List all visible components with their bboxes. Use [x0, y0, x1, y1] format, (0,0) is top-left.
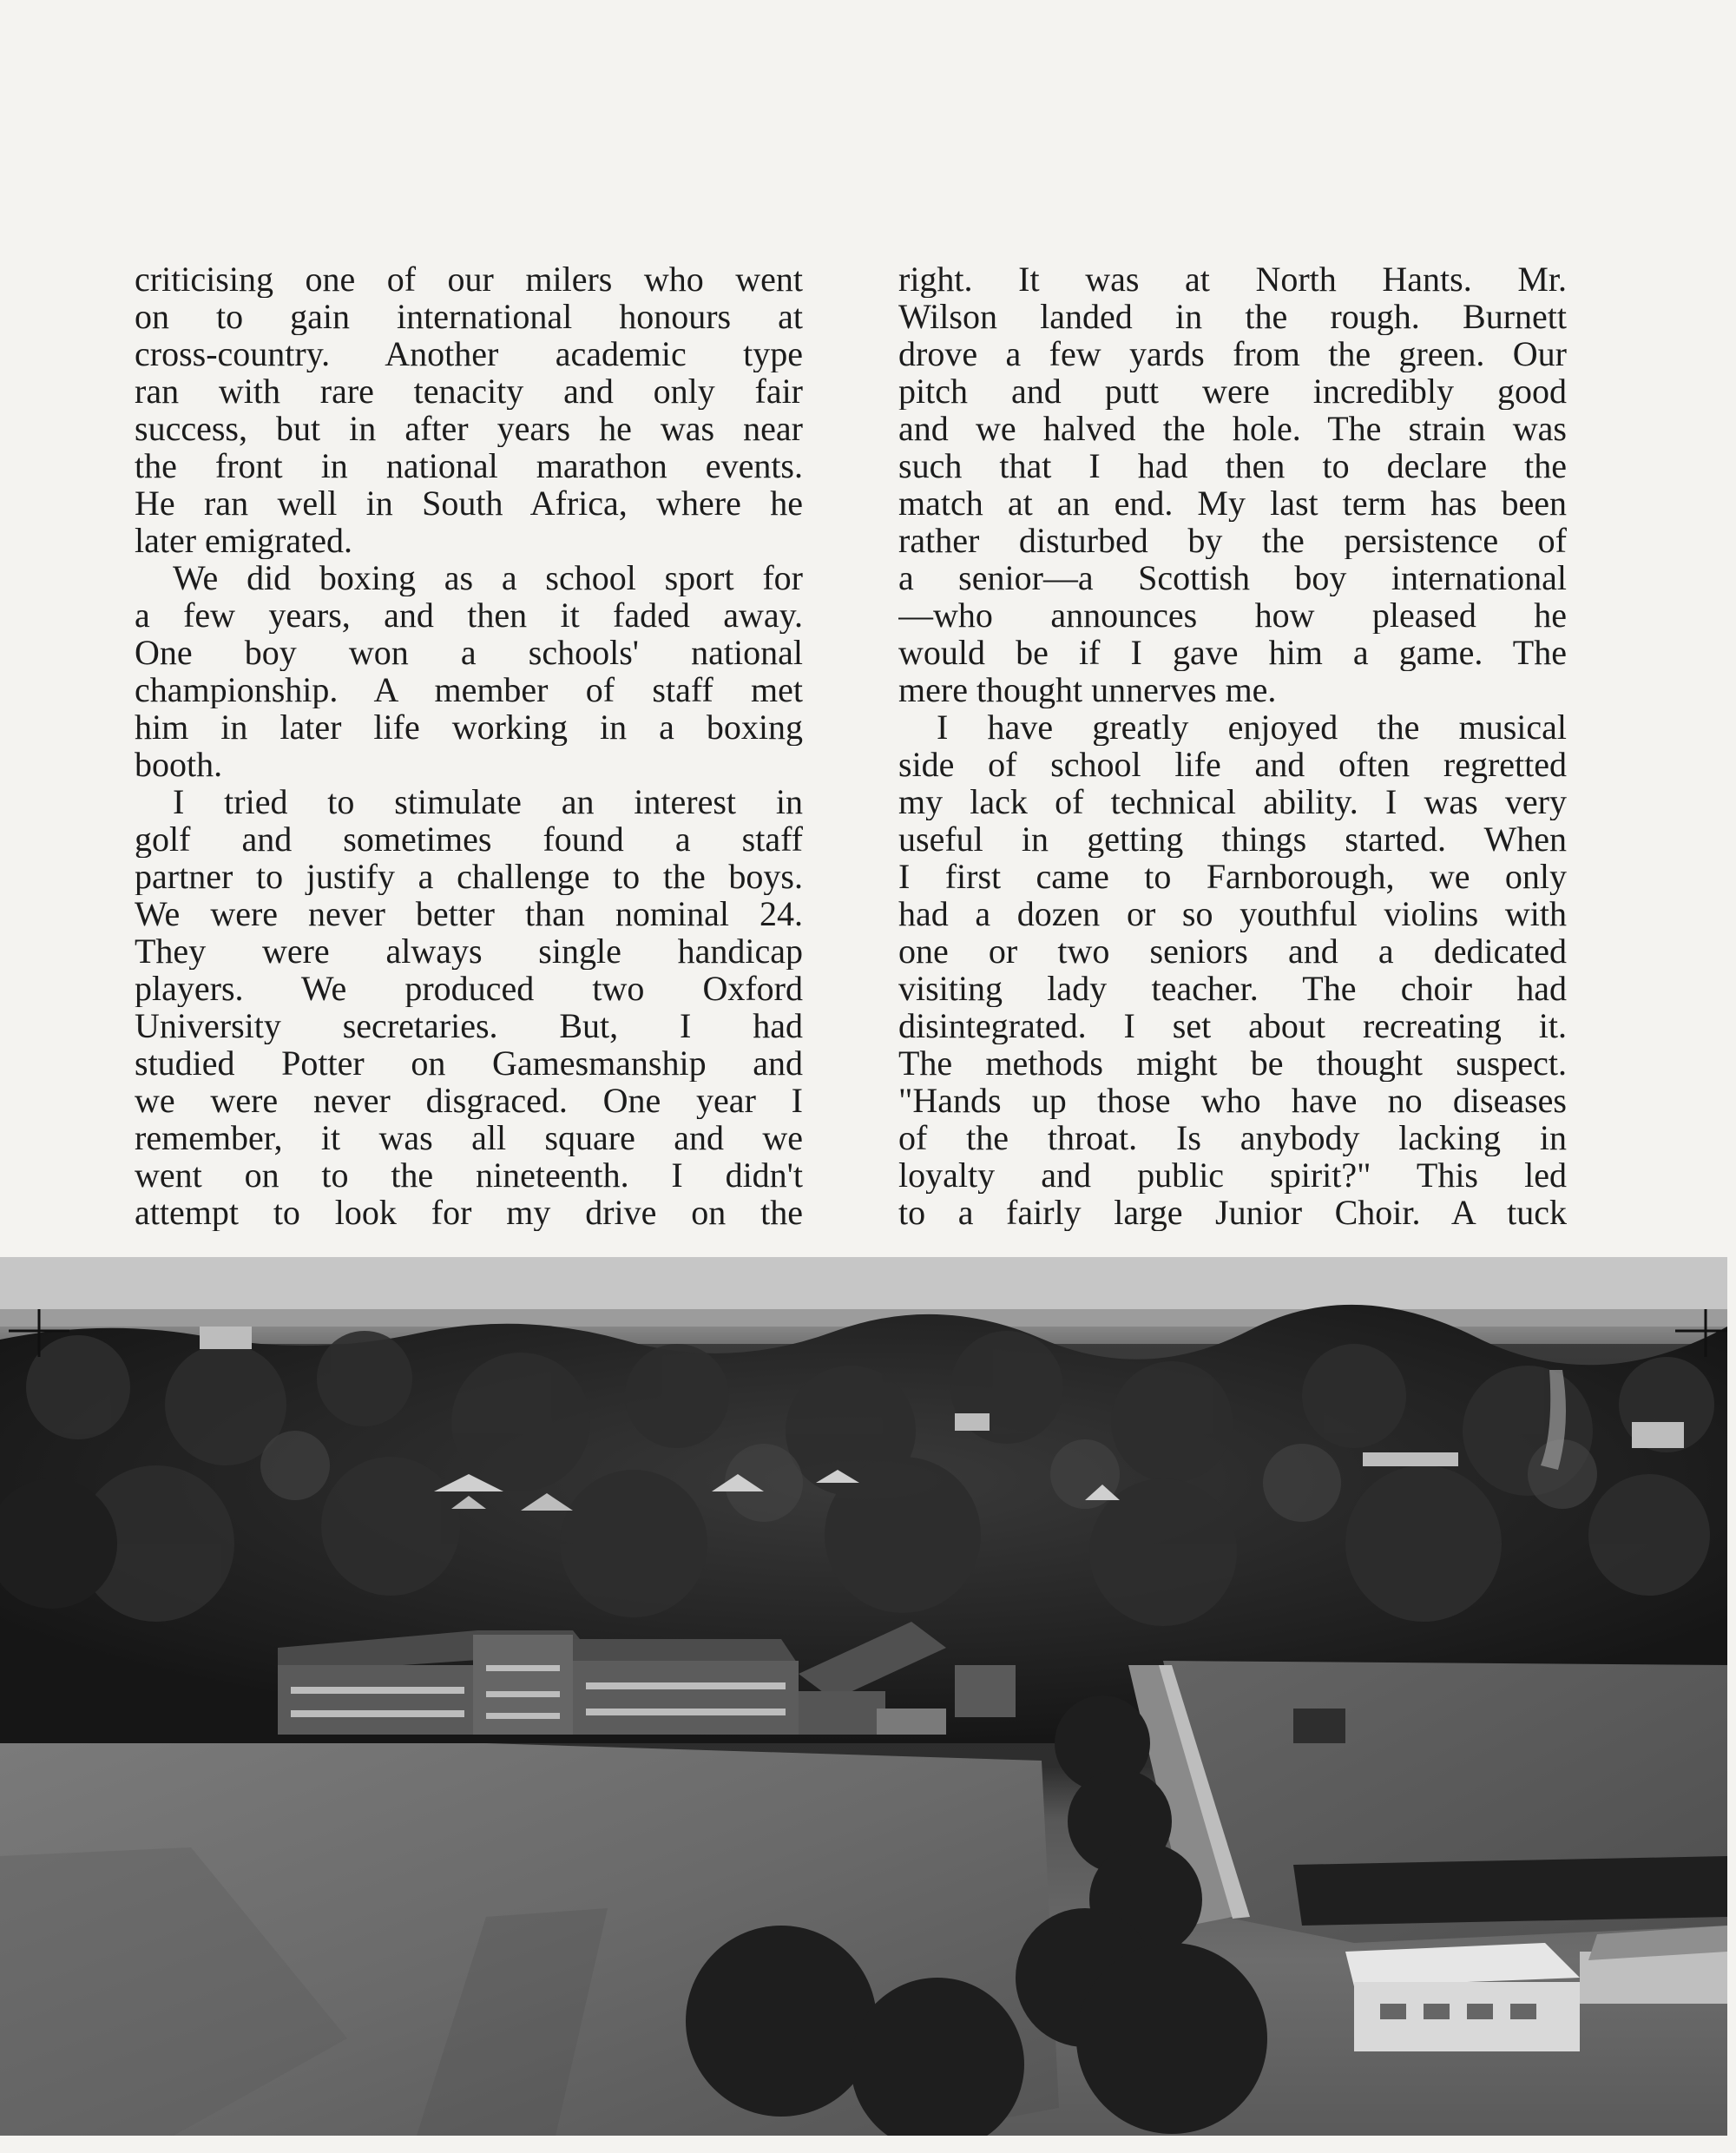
text-line: such that I had then to declare the [898, 447, 1567, 484]
text-line: championship. A member of staff met [135, 671, 803, 708]
text-line: players. We produced two Oxford [135, 970, 803, 1007]
aerial-photo-school-grounds [0, 1257, 1727, 2136]
text-line: later emigrated. [135, 522, 352, 559]
text-line: studied Potter on Gamesmanship and [135, 1044, 803, 1082]
text-line: rather disturbed by the persistence of [898, 522, 1567, 559]
text-line: criticising one of our milers who went [135, 260, 803, 298]
text-line: One boy won a schools' national [135, 634, 803, 671]
text-columns [135, 260, 1575, 1231]
text-line: We were never better than nominal 24. [135, 895, 803, 932]
text-line: disintegrated. I set about recreating it. [898, 1007, 1567, 1044]
left-column [135, 260, 803, 1231]
text-line: my lack of technical ability. I was very [898, 783, 1567, 820]
text-line: remember, it was all square and we [135, 1119, 803, 1156]
text-line: one or two seniors and a dedicated [898, 932, 1567, 970]
text-line: I tried to stimulate an interest in [173, 783, 803, 820]
text-line: I have greatly enjoyed the musical [937, 708, 1567, 746]
text-line: to a fairly large Junior Choir. A tuck [898, 1194, 1567, 1231]
text-line: loyalty and public spirit?" This led [898, 1156, 1567, 1194]
text-line: drove a few yards from the green. Our [898, 335, 1567, 372]
text-line: mere thought unnerves me. [898, 671, 1277, 708]
text-line: They were always single handicap [135, 932, 803, 970]
text-line: of the throat. Is anybody lacking in [898, 1119, 1567, 1156]
text-line: He ran well in South Africa, where he [135, 484, 803, 522]
text-line: a senior—a Scottish boy international [898, 559, 1567, 596]
right-column [898, 260, 1567, 1231]
text-line: on to gain international honours at [135, 298, 803, 335]
text-line: We did boxing as a school sport for [173, 559, 803, 596]
text-line: went on to the nineteenth. I didn't [135, 1156, 803, 1194]
text-line: booth. [135, 746, 223, 783]
text-line: University secretaries. But, I had [135, 1007, 803, 1044]
text-line: cross-country. Another academic type [135, 335, 803, 372]
text-line: pitch and putt were incredibly good [898, 372, 1567, 410]
text-line: ran with rare tenacity and only fair [135, 372, 803, 410]
text-line: I first came to Farnborough, we only [898, 858, 1567, 895]
text-line: success, but in after years he was near [135, 410, 803, 447]
text-line: the front in national marathon events. [135, 447, 803, 484]
text-line: golf and sometimes found a staff [135, 820, 803, 858]
text-line: partner to justify a challenge to the boys. [135, 858, 803, 895]
text-line: —who announces how pleased he [898, 596, 1567, 634]
text-line: right. It was at North Hants. Mr. [898, 260, 1567, 298]
text-line: useful in getting things started. When [898, 820, 1567, 858]
huts [1293, 1856, 1727, 2051]
text-line: a few years, and then it faded away. [135, 596, 803, 634]
text-line: "Hands up those who have no diseases [898, 1082, 1567, 1119]
text-line: visiting lady teacher. The choir had [898, 970, 1567, 1007]
text-line: had a dozen or so youthful violins with [898, 895, 1567, 932]
text-line: side of school life and often regretted [898, 746, 1567, 783]
text-line: him in later life working in a boxing [135, 708, 803, 746]
text-line: The methods might be thought suspect. [898, 1044, 1567, 1082]
text-line: match at an end. My last term has been [898, 484, 1567, 522]
text-line: would be if I gave him a game. The [898, 634, 1567, 671]
text-line: attempt to look for my drive on the [135, 1194, 803, 1231]
text-line: and we halved the hole. The strain was [898, 410, 1567, 447]
text-line: Wilson landed in the rough. Burnett [898, 298, 1567, 335]
text-line: we were never disgraced. One year I [135, 1082, 803, 1119]
